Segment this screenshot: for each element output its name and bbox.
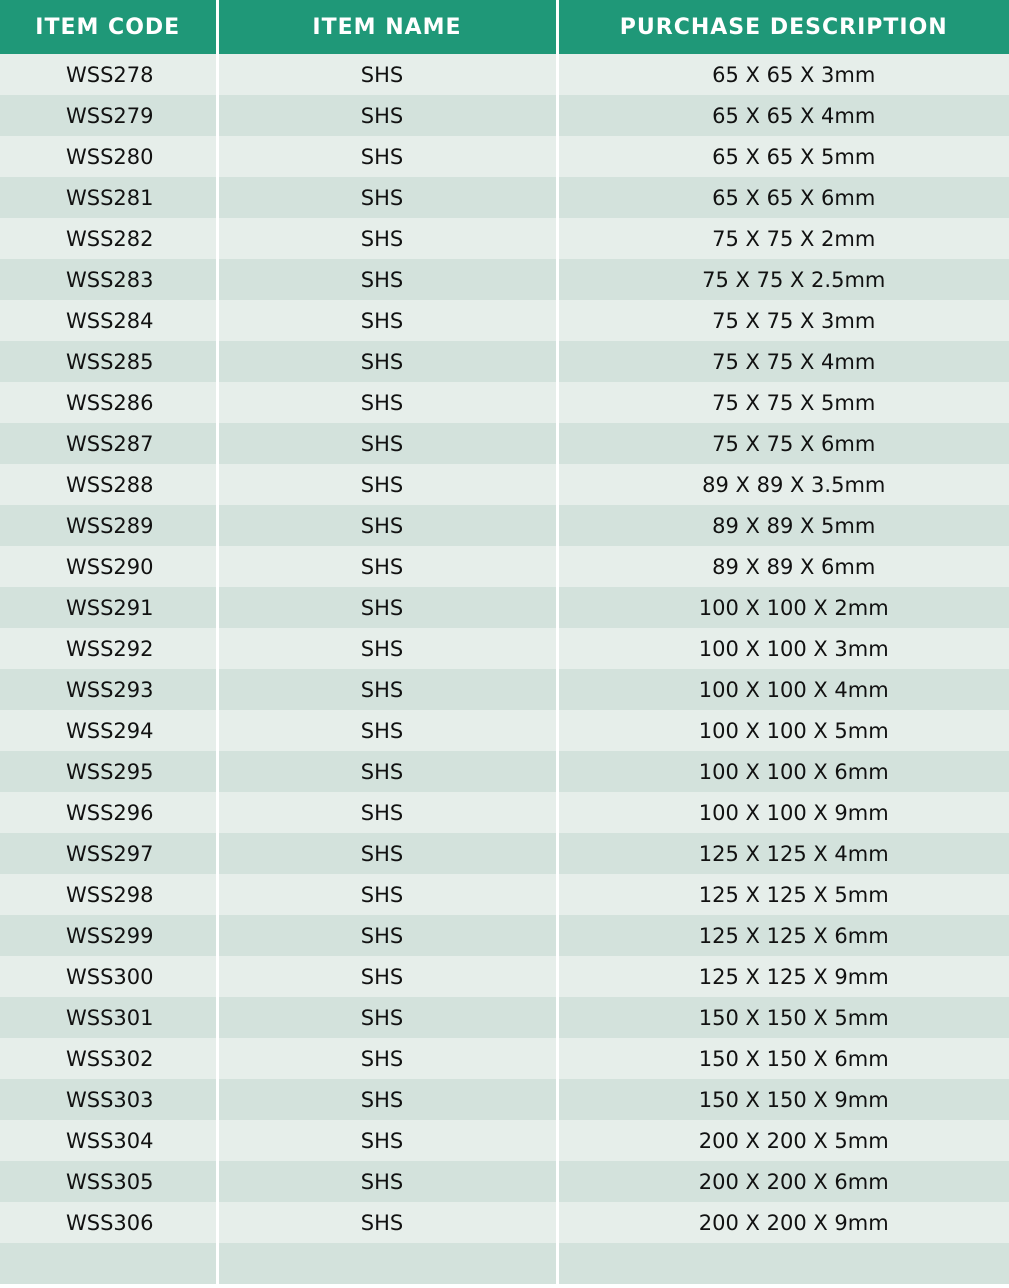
table-row [0, 1243, 1009, 1284]
item-code-cell: WSS300 [0, 956, 217, 997]
item-name-cell: SHS [217, 997, 557, 1038]
item-code-cell: WSS285 [0, 341, 217, 382]
item-code-cell: WSS289 [0, 505, 217, 546]
item-code-cell: WSS292 [0, 628, 217, 669]
table-row [0, 505, 1009, 546]
purchase-description-cell: 100 X 100 X 9mm [557, 792, 1009, 833]
purchase-description-cell: 89 X 89 X 6mm [557, 546, 1009, 587]
item-name-cell: SHS [217, 136, 557, 177]
purchase-description-cell: 100 X 100 X 5mm [557, 710, 1009, 751]
purchase-description-cell: 125 X 125 X 6mm [557, 915, 1009, 956]
item-code-cell: WSS303 [0, 1079, 217, 1120]
purchase-description-cell: 125 X 125 X 5mm [557, 874, 1009, 915]
purchase-description-cell: 75 X 75 X 5mm [557, 382, 1009, 423]
item-code-cell: WSS293 [0, 669, 217, 710]
item-code-cell: WSS279 [0, 95, 217, 136]
item-code-cell: WSS297 [0, 833, 217, 874]
item-name-cell: SHS [217, 95, 557, 136]
item-code-cell: WSS306 [0, 1202, 217, 1243]
purchase-description-cell: 200 X 200 X 9mm [557, 1202, 1009, 1243]
item-name-cell: SHS [217, 915, 557, 956]
item-code-cell: WSS283 [0, 259, 217, 300]
item-code-cell: WSS302 [0, 1038, 217, 1079]
purchase-description-cell: 125 X 125 X 4mm [557, 833, 1009, 874]
item-name-cell: SHS [217, 792, 557, 833]
table-row [0, 1079, 1009, 1120]
item-code-cell: WSS281 [0, 177, 217, 218]
purchase-description-cell: 75 X 75 X 3mm [557, 300, 1009, 341]
table-header [0, 0, 1009, 54]
table-row [0, 382, 1009, 423]
header-item-name: ITEM NAME [217, 0, 557, 54]
purchase-description-cell: 100 X 100 X 4mm [557, 669, 1009, 710]
purchase-description-cell: 75 X 75 X 2mm [557, 218, 1009, 259]
purchase-description-cell: 150 X 150 X 6mm [557, 1038, 1009, 1079]
purchase-description-cell: 75 X 75 X 2.5mm [557, 259, 1009, 300]
item-code-cell: WSS301 [0, 997, 217, 1038]
item-name-cell: SHS [217, 177, 557, 218]
item-name-cell: SHS [217, 546, 557, 587]
item-code-cell: WSS296 [0, 792, 217, 833]
item-name-cell: SHS [217, 300, 557, 341]
table-row [0, 95, 1009, 136]
purchase-description-cell: 65 X 65 X 5mm [557, 136, 1009, 177]
table-row [0, 669, 1009, 710]
table-row [0, 546, 1009, 587]
item-name-cell: SHS [217, 382, 557, 423]
table-row [0, 300, 1009, 341]
header-purchase-description: PURCHASE DESCRIPTION [557, 0, 1009, 54]
item-name-cell: SHS [217, 1079, 557, 1120]
table-row [0, 587, 1009, 628]
table-row [0, 54, 1009, 95]
item-name-cell: SHS [217, 833, 557, 874]
item-name-cell [217, 1243, 557, 1284]
table-row [0, 1038, 1009, 1079]
item-name-cell: SHS [217, 423, 557, 464]
item-name-cell: SHS [217, 259, 557, 300]
table-row [0, 218, 1009, 259]
purchase-description-cell: 125 X 125 X 9mm [557, 956, 1009, 997]
purchase-description-cell [557, 1243, 1009, 1284]
table-row [0, 136, 1009, 177]
item-code-cell: WSS298 [0, 874, 217, 915]
purchase-description-cell: 89 X 89 X 3.5mm [557, 464, 1009, 505]
item-name-cell: SHS [217, 874, 557, 915]
purchase-description-cell: 100 X 100 X 3mm [557, 628, 1009, 669]
table-row [0, 628, 1009, 669]
purchase-description-cell: 75 X 75 X 4mm [557, 341, 1009, 382]
table-row [0, 1161, 1009, 1202]
table-row [0, 710, 1009, 751]
item-code-cell: WSS304 [0, 1120, 217, 1161]
table-row [0, 915, 1009, 956]
purchase-description-cell: 150 X 150 X 5mm [557, 997, 1009, 1038]
table-row [0, 423, 1009, 464]
item-code-cell: WSS294 [0, 710, 217, 751]
item-name-cell: SHS [217, 710, 557, 751]
table-body [0, 54, 1009, 1284]
item-name-cell: SHS [217, 956, 557, 997]
item-code-cell: WSS305 [0, 1161, 217, 1202]
item-code-cell: WSS295 [0, 751, 217, 792]
item-code-cell [0, 1243, 217, 1284]
table-row [0, 1120, 1009, 1161]
item-name-cell: SHS [217, 464, 557, 505]
purchase-description-cell: 65 X 65 X 3mm [557, 54, 1009, 95]
item-code-cell: WSS288 [0, 464, 217, 505]
purchase-description-cell: 65 X 65 X 6mm [557, 177, 1009, 218]
item-code-cell: WSS299 [0, 915, 217, 956]
table-row [0, 259, 1009, 300]
item-code-cell: WSS287 [0, 423, 217, 464]
purchase-description-cell: 89 X 89 X 5mm [557, 505, 1009, 546]
item-name-cell: SHS [217, 1202, 557, 1243]
purchase-description-cell: 75 X 75 X 6mm [557, 423, 1009, 464]
purchase-description-cell: 200 X 200 X 6mm [557, 1161, 1009, 1202]
purchase-description-cell: 100 X 100 X 2mm [557, 587, 1009, 628]
item-name-cell: SHS [217, 628, 557, 669]
table-row [0, 341, 1009, 382]
item-code-cell: WSS282 [0, 218, 217, 259]
item-name-cell: SHS [217, 587, 557, 628]
table-row [0, 464, 1009, 505]
purchase-description-cell: 150 X 150 X 9mm [557, 1079, 1009, 1120]
item-code-cell: WSS290 [0, 546, 217, 587]
table-row [0, 1202, 1009, 1243]
purchase-description-cell: 100 X 100 X 6mm [557, 751, 1009, 792]
table-row [0, 956, 1009, 997]
item-name-cell: SHS [217, 505, 557, 546]
table-row [0, 751, 1009, 792]
item-name-cell: SHS [217, 341, 557, 382]
item-code-cell: WSS286 [0, 382, 217, 423]
item-name-cell: SHS [217, 669, 557, 710]
purchase-description-cell: 200 X 200 X 5mm [557, 1120, 1009, 1161]
item-name-cell: SHS [217, 218, 557, 259]
item-name-cell: SHS [217, 1120, 557, 1161]
header-item-code: ITEM CODE [0, 0, 217, 54]
table-row [0, 833, 1009, 874]
item-code-cell: WSS280 [0, 136, 217, 177]
table-row [0, 792, 1009, 833]
item-name-cell: SHS [217, 1038, 557, 1079]
item-name-cell: SHS [217, 751, 557, 792]
purchase-description-cell: 65 X 65 X 4mm [557, 95, 1009, 136]
table-row [0, 874, 1009, 915]
item-code-cell: WSS291 [0, 587, 217, 628]
header-row [0, 0, 1009, 54]
item-name-cell: SHS [217, 1161, 557, 1202]
table-row [0, 997, 1009, 1038]
item-code-cell: WSS284 [0, 300, 217, 341]
table-row [0, 177, 1009, 218]
item-name-cell: SHS [217, 54, 557, 95]
item-code-cell: WSS278 [0, 54, 217, 95]
